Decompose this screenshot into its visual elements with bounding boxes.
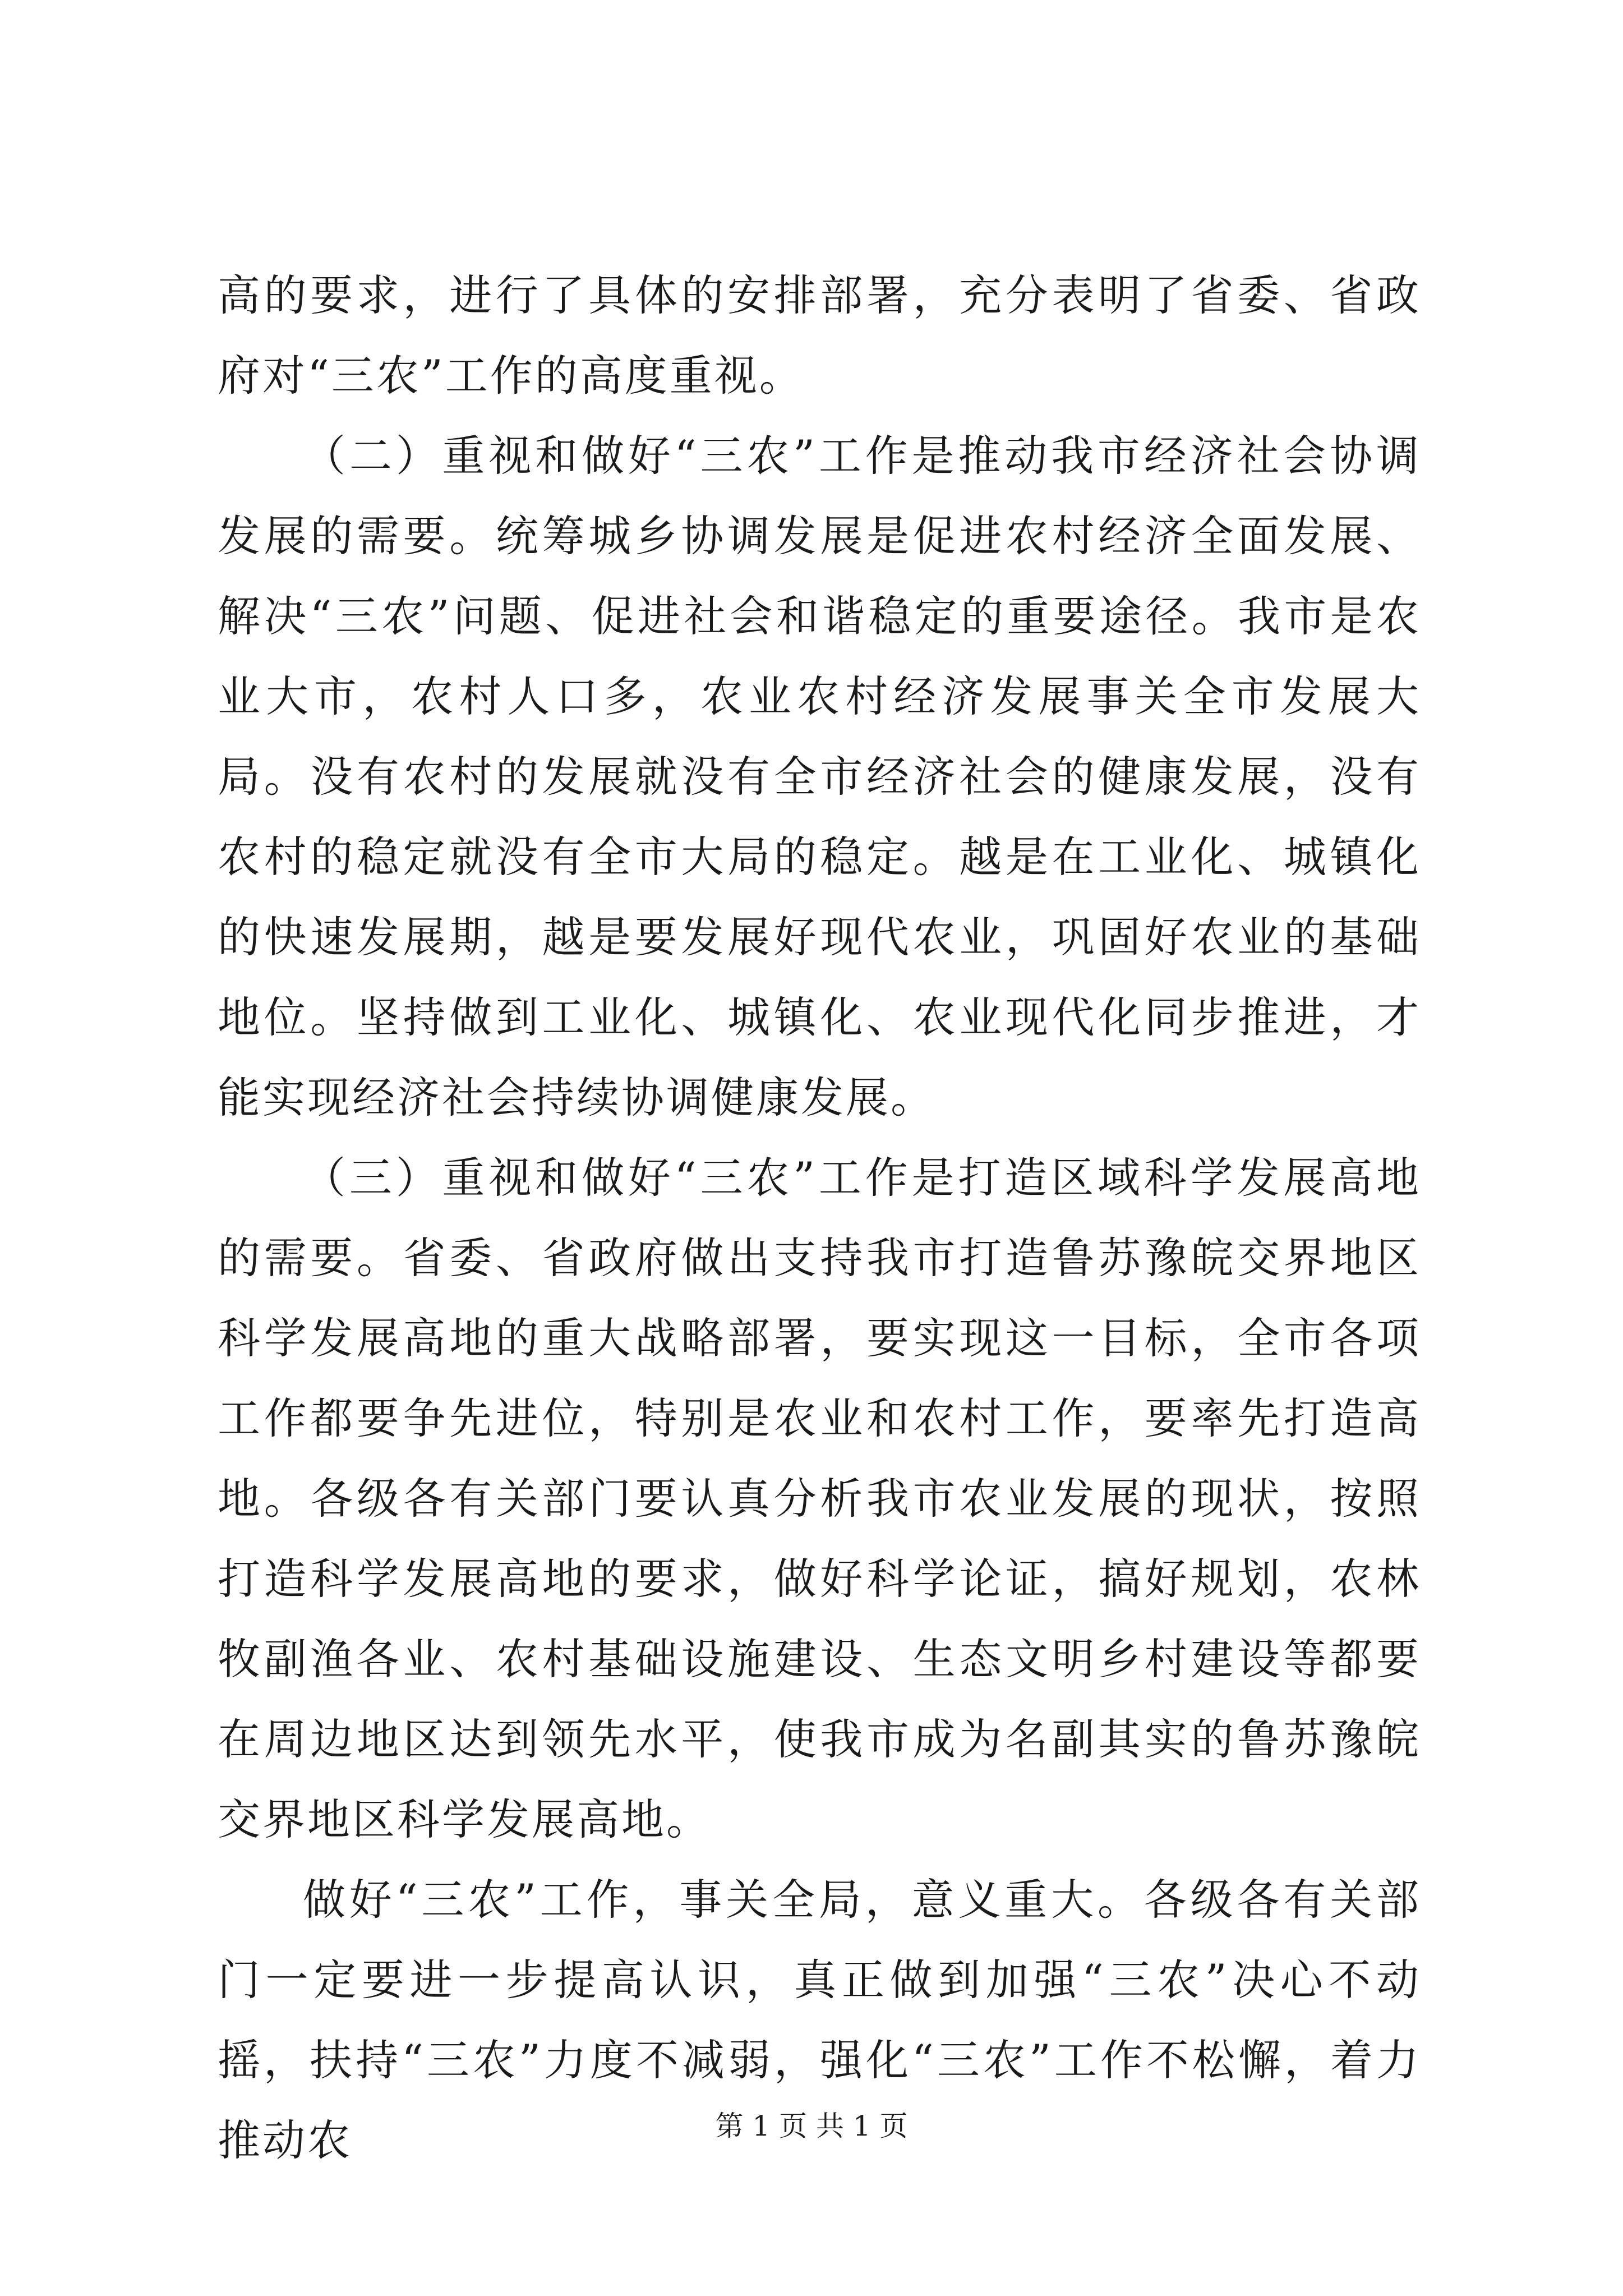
page-number-footer: 第 1 页 共 1 页 bbox=[715, 2110, 908, 2142]
document-body bbox=[218, 255, 1421, 2180]
paragraph-3: （三）重视和做好“三农”工作是打造区域科学发展高地的需要。省委、省政府做出支持我市打造鲁苏豫皖交界地区科学发展高地的重大战略部署，要实现这一目标，全市各项工作都要争先进位，特别是农业和农村工作，要率先打造高地。各级各有关部门要认真分析我市农业发展的现状，按照打造科学发展高地的要求，做好科学论证，搞好规划，农林牧副渔各业、农村基础设施建设、生态文明乡村建设等都要在周边地区达到领先水平，使我市成为名副其实的鲁苏豫皖交界地区科学发展高地。 bbox=[218, 1153, 1421, 1844]
paragraph-2: （二）重视和做好“三农”工作是推动我市经济社会协调发展的需要。统筹城乡协调发展是促进农村经济全面发展、解决“三农”问题、促进社会和谐稳定的重要途径。我市是农业大市，农村人口多，农业农村经济发展事关全市发展大局。没有农村的发展就没有全市经济社会的健康发展，没有农村的稳定就没有全市大局的稳定。越是在工业化、城镇化的快速发展期，越是要发展好现代农业，巩固好农业的基础地位。坚持做到工业化、城镇化、农业现代化同步推进，才能实现经济社会持续协调健康发展。 bbox=[218, 431, 1421, 1122]
paragraph-1: 高的要求，进行了具体的安排部署，充分表明了省委、省政府对“三农”工作的高度重视。 bbox=[218, 270, 1421, 401]
paragraph-4: 做好“三农”工作，事关全局，意义重大。各级各有关部门一定要进一步提高认识，真正做到加强“三农”决心不动摇，扶持“三农”力度不减弱，强化“三农”工作不松懈，着力推动农 bbox=[218, 1875, 1421, 2165]
